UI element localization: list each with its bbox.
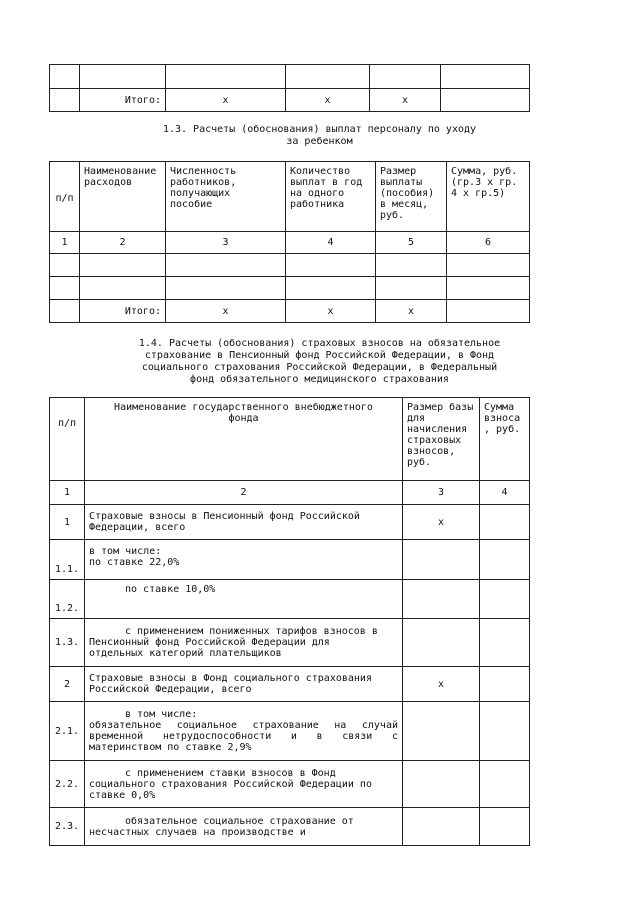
table-header-row	[50, 398, 530, 481]
cell-x: х	[166, 300, 286, 323]
table-section-1-4	[49, 397, 530, 846]
row-text-content: с применением ставки взносов в Фонд социального страхования Российской Федерации по ставке 0,0%	[89, 767, 372, 801]
row-number: 2.1.	[50, 702, 85, 761]
col-header: Сумма взноса , руб.	[480, 398, 530, 481]
table-header-row	[50, 162, 530, 232]
row-text-content: обязательное социальное страхование на случай временной нетрудоспособности и в связи с материнством по ставке 2,9%	[89, 720, 398, 753]
col-header: Размер выплаты (пособия) в месяц, руб.	[376, 162, 447, 232]
total-label: Итого:	[80, 300, 166, 323]
row-text	[85, 808, 403, 846]
cell-x: х	[403, 667, 480, 702]
total-row	[50, 300, 530, 323]
row-text: по ставке 10,0%	[85, 580, 403, 619]
cell-x: х	[286, 300, 376, 323]
row-text: Страховые взносы в Пенсионный фонд Российской Федерации, всего	[85, 505, 403, 540]
row-text: Страховые взносы в Фонд социального страхования Российской Федерации, всего	[85, 667, 403, 702]
table-row	[50, 580, 530, 619]
table-row	[50, 254, 530, 277]
cell-x: х	[376, 300, 447, 323]
col-header: п/п	[50, 398, 85, 481]
row-number: 1.3.	[50, 619, 85, 667]
row-number: 1.2.	[50, 580, 85, 619]
col-header: Численность работников, получающих пособие	[166, 162, 286, 232]
row-text	[85, 702, 403, 761]
col-header: Наименование государственного внебюджетного фонда	[85, 398, 403, 481]
table-row	[50, 505, 530, 540]
row-number: 1	[50, 505, 85, 540]
row-text-content: с применением пониженных тарифов взносов в Пенсионный фонд Российской Федерации для отдельных категорий плательщиков	[89, 626, 378, 659]
col-header: Наименование расходов	[80, 162, 166, 232]
cell-x: х	[370, 89, 441, 112]
row-text: в том числе: по ставке 22,0%	[85, 540, 403, 580]
cell-x: х	[403, 505, 480, 540]
row-number: 2.3.	[50, 808, 85, 846]
table-row	[50, 761, 530, 808]
column-number-row: 1 2 3 4	[50, 481, 530, 505]
col-header: Размер базы для начисления страховых взносов, руб.	[403, 398, 480, 481]
row-text-content: обязательное социальное страхование от несчастных случаев на производстве и	[89, 815, 354, 838]
total-label: Итого:	[80, 89, 166, 112]
total-row	[50, 89, 530, 112]
table-continuation	[49, 64, 530, 112]
table-row	[50, 65, 530, 89]
section-1-4-title: 1.4. Расчеты (обоснования) страховых взносов на обязательное страхование в Пенсионный фонд Российской Федерации, в Фонд социального страхования Российской Федерации, в Федеральный фонд обязательного медицинского страхования	[138, 338, 501, 385]
row-number: 2.2.	[50, 761, 85, 808]
table-row	[50, 619, 530, 667]
row-text	[85, 619, 403, 667]
col-header: Количество выплат в год на одного работника	[286, 162, 376, 232]
table-row	[50, 540, 530, 580]
cell-x: х	[166, 89, 286, 112]
cell-x: х	[286, 89, 370, 112]
section-1-3-title: 1.3. Расчеты (обоснования) выплат персоналу по уходу за ребенком	[162, 124, 477, 147]
table-section-1-3	[49, 161, 530, 323]
col-header: Сумма, руб. (гр.3 х гр. 4 х гр.5)	[447, 162, 530, 232]
row-number: 2	[50, 667, 85, 702]
row-text-lead: в том числе:	[125, 709, 198, 720]
table-row	[50, 277, 530, 300]
row-number: 1.1.	[50, 540, 85, 580]
row-text	[85, 761, 403, 808]
table-row	[50, 667, 530, 702]
table-row	[50, 702, 530, 761]
table-row	[50, 808, 530, 846]
column-number-row: 1 2 3 4 5 6	[50, 232, 530, 254]
col-header: п/п	[50, 162, 80, 232]
